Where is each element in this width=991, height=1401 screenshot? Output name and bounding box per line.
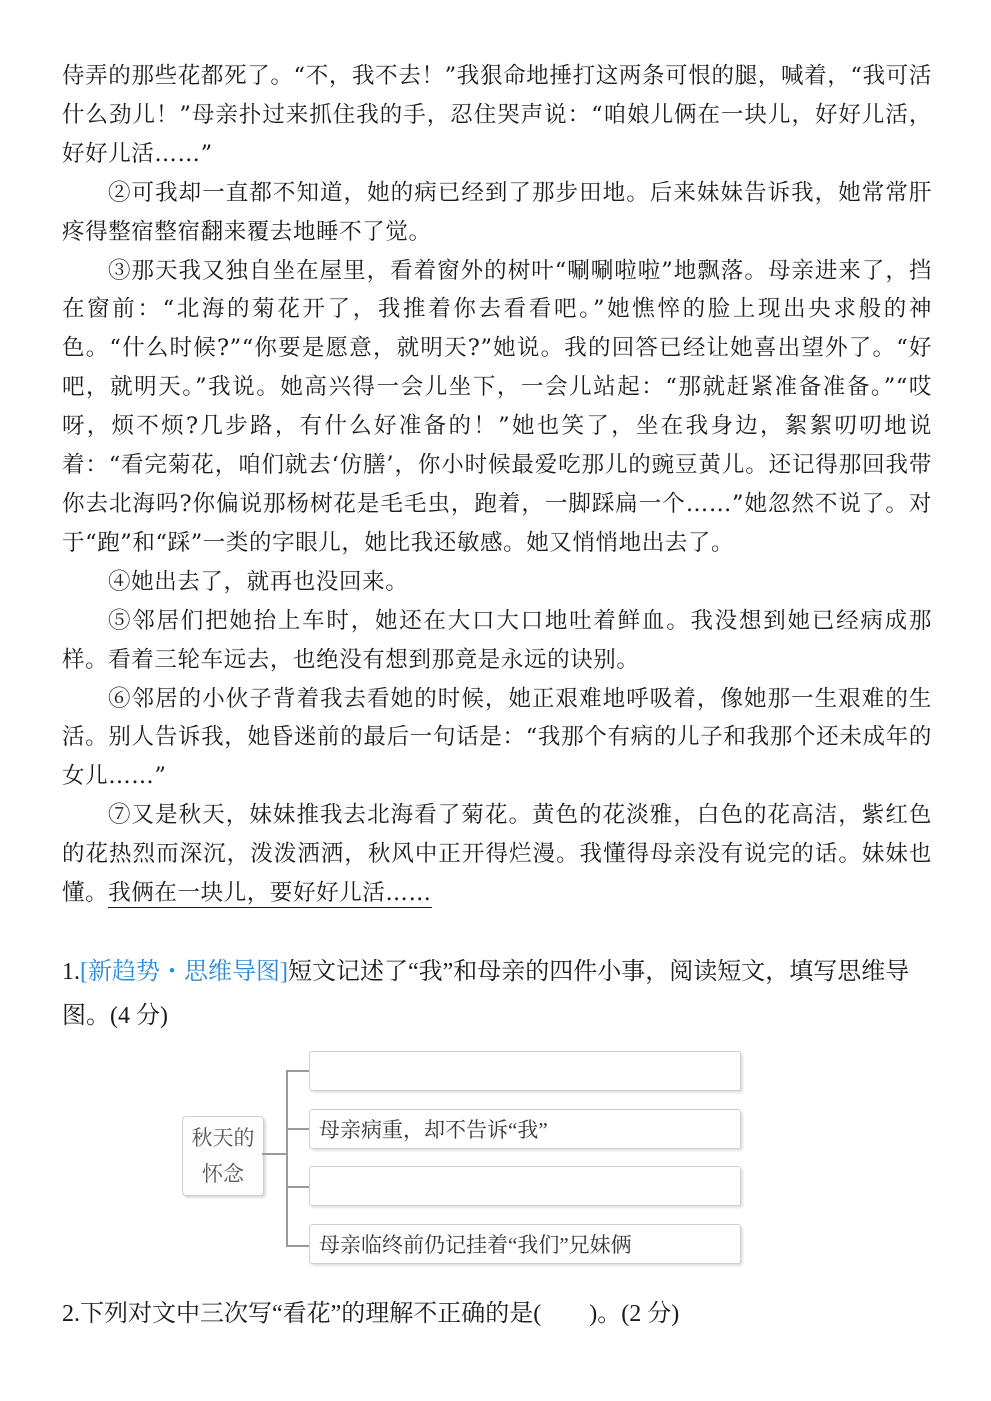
branch-connector-4 [286,1245,309,1247]
question-2: 2.下列对文中三次写“看花”的理解不正确的是( )。(2 分) [62,1301,680,1327]
question-1-text: 短文记述了“我”和母亲的四件小事，阅读短文，填写思维导图。(4 分) [62,959,910,1029]
paragraph-7 [62,796,932,913]
question-1-tag: [新趋势・思维导图] [80,959,288,985]
reading-passage [62,57,932,913]
question-1-number: 1. [62,959,80,985]
paragraph-4: ④她出去了，就再也没回来。 [108,568,409,595]
mind-map-branch-4: 母亲临终前仍记挂着“我们”兄妹俩 [309,1224,741,1264]
branch-connector-3 [286,1186,309,1188]
paragraph-1-continued: 侍弄的那些花都死了。“不，我不去！”我狠命地捶打这两条可恨的腿，喊着，“我可活什么劲儿！”母亲扑过来抓住我的手，忍住哭声说：“咱娘儿俩在一块儿，好好儿活，好好儿活……” [62,63,932,167]
paragraph-6: ⑥邻居的小伙子背着我去看她的时候，她正艰难地呼吸着，像她那一生艰难的生活。别人告诉我，她昏迷前的最后一句话是：“我那个有病的儿子和我那个还未成年的女儿……” [62,685,932,790]
paragraph-7-text: ⑦又是秋天，妹妹推我去北海看了菊花。黄色的花淡雅，白色的花高洁，紫红色的花热烈而深沉，泼泼洒洒，秋风中正开得烂漫。我懂得母亲没有说完的话。妹妹也懂。 [62,802,932,907]
branch-trunk-line [286,1070,288,1246]
mind-map-blank-1[interactable] [309,1051,741,1091]
mind-map-blank-3[interactable] [309,1166,741,1206]
root-label-line-1: 秋天的 [191,1126,255,1150]
branch-connector-2 [286,1128,309,1130]
underlined-sentence: 我俩在一块儿，要好好儿活…… [108,880,432,907]
root-connector [262,1153,286,1155]
paragraph-3: ③那天我又独自坐在屋里，看着窗外的树叶“唰唰啦啦”地飘落。母亲进来了，挡在窗前：“北海的菊花开了，我推着你去看看吧。”她憔悴的脸上现出央求般的神色。“什么时候?”“你要是愿意，就明天?”她说。我的回答已经让她喜出望外了。“好吧，就明天。”我说。她高兴得一会儿坐下，一会儿站起：“那就赶紧准备准备。”“哎呀，烦不烦?几步路，有什么好准备的！”她也笑了，坐在我身边，絮絮叨叨地说着：“看完菊花，咱们就去‘仿膳’，你小时候最爱吃那儿的豌豆黄儿。还记得那回我带你去北海吗?你偏说那杨树花是毛毛虫，跑着，一脚踩扁一个……”她忽然不说了。对于“跑”和“踩”一类的字眼儿，她比我还敏感。她又悄悄地出去了。 [62,257,932,556]
branch-connector-1 [286,1070,309,1072]
paragraph-2: ②可我却一直都不知道，她的病已经到了那步田地。后来妹妹告诉我，她常常肝疼得整宿整宿翻来覆去地睡不了觉。 [62,179,932,245]
mind-map-root [182,1116,264,1196]
question-1 [62,950,932,1038]
mind-map-branch-2: 母亲病重，却不告诉“我” [309,1109,741,1149]
root-label-line-2: 怀念 [202,1162,244,1186]
paragraph-5: ⑤邻居们把她抬上车时，她还在大口大口地吐着鲜血。我没想到她已经病成那样。看着三轮车远去，也绝没有想到那竟是永远的诀别。 [62,607,932,673]
